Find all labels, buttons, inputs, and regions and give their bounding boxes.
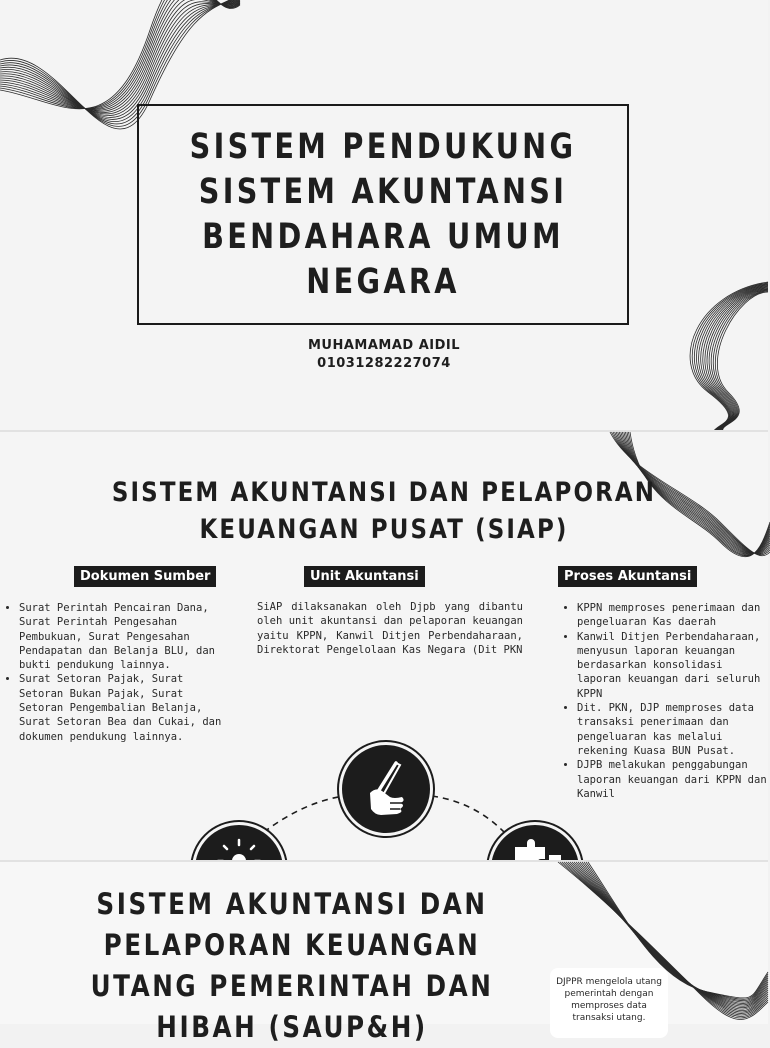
list-item: • KPPN memproses penerimaan dan pengeluaran Kas daerah [577, 601, 768, 630]
wave-line [0, 0, 240, 113]
slide-title [0, 0, 768, 430]
label-proses-akuntansi: Proses Akuntansi [558, 566, 697, 587]
wave-line [0, 0, 240, 109]
title-frame [137, 104, 629, 325]
slide-title-siap: SISTEM AKUNTANSI DAN PELAPORAN KEUANGAN PUSAT (SIAP) [111, 477, 657, 545]
wave-line [0, 0, 240, 116]
column-dokumen-sumber [6, 601, 222, 744]
pen-hand-icon-circle [339, 742, 433, 836]
list-item: • Surat Setoran Pajak, Surat Setoran Bukan Pajak, Surat Setoran Pengembalian Belanja, Surat Setoran Bea dan Cukai, dan dokumen pendukung lainnya. [19, 672, 222, 743]
unit-akuntansi-text: SiAP dilaksanakan oleh Djpb yang dibantu oleh unit akuntansi dan pelaporan keuangan yaitu KPPN, Kanwil Ditjen Perbendaharaan, Direktorat Pengelolaan Kas Negara (Dit PKN [257, 601, 523, 656]
note-text: DJPPR mengelola utang pemerintah dengan memproses data transaksi utang. [556, 977, 662, 1023]
note-card [550, 968, 668, 1038]
wave-line [0, 0, 240, 110]
label-unit-akuntansi: Unit Akuntansi [304, 566, 425, 587]
slide-siap [0, 432, 768, 860]
column-proses-akuntansi [564, 601, 768, 801]
author-id: 01031282227074 [317, 356, 451, 371]
wave-line [0, 0, 240, 119]
label-dokumen-sumber: Dokumen Sumber [74, 566, 216, 587]
slide-title-saup: SISTEM AKUNTANSI DAN PELAPORAN KEUANGAN UTANG PEMERINTAH DAN HIBAH (SAUP&H) [90, 887, 494, 1044]
author-name: MUHAMAMAD AIDIL [307, 338, 461, 353]
column-unit-akuntansi [257, 600, 523, 657]
list-item: • Dit. PKN, DJP memproses data transaksi penerimaan dan pengeluaran kas melalui rekening Kuasa BUN Pusat. [577, 701, 768, 758]
wave-line [0, 0, 240, 109]
presentation-title: SISTEM PENDUKUNG SISTEM AKUNTANSI BENDAHARA UMUM NEGARA [189, 126, 577, 302]
wave-line [0, 0, 240, 109]
list-item: • Surat Perintah Pencairan Dana, Surat Perintah Pengesahan Pembukuan, Surat Pengesahan Pendapatan dan Belanja BLU, dan bukti pendukung lainnya. [19, 601, 222, 672]
slide-saup [0, 862, 768, 1044]
list-item: • DJPB melakukan penggabungan laporan keuangan dari KPPN dan Kanwil [577, 758, 768, 801]
pen-hand-icon [342, 745, 430, 833]
list-item: • Kanwil Ditjen Perbendaharaan, menyusun laporan keuangan berdasarkan konsolidasi laporan keuangan dari seluruh KPPN [577, 630, 768, 701]
